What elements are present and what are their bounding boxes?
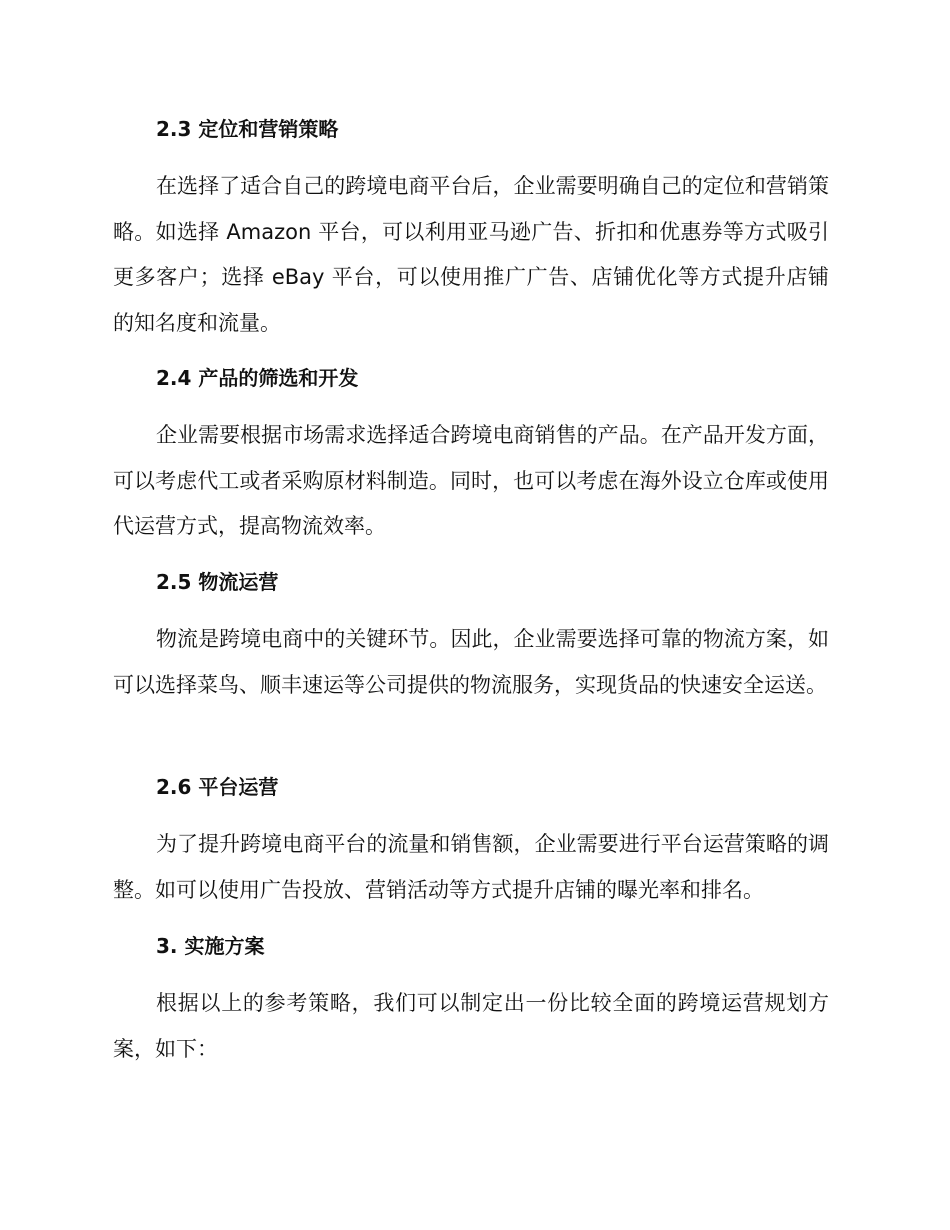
section-heading-2-4: 2.4 产品的筛选和开发 — [156, 366, 359, 390]
section-paragraph-2-5: 物流是跨境电商中的关键环节。因此，企业需要选择可靠的物流方案，如可以选择菜鸟、顺丰速运等公司提供的物流服务，实现货品的快速安全运送。 — [113, 627, 829, 697]
section-paragraph-2-6: 为了提升跨境电商平台的流量和销售额，企业需要进行平台运营策略的调整。如可以使用广告投放、营销活动等方式提升店铺的曝光率和排名。 — [113, 832, 829, 902]
section-heading-2-3: 2.3 定位和营销策略 — [156, 117, 339, 141]
section-paragraph-2-4: 企业需要根据市场需求选择适合跨境电商销售的产品。在产品开发方面，可以考虑代工或者采购原材料制造。同时，也可以考虑在海外设立仓库或使用代运营方式，提高物流效率。 — [113, 423, 829, 538]
section-heading-2-5: 2.5 物流运营 — [156, 570, 279, 594]
section-heading-3: 3. 实施方案 — [156, 934, 265, 958]
section-paragraph-2-3: 在选择了适合自己的跨境电商平台后，企业需要明确自己的定位和营销策略。如选择 Amazon 平台，可以利用亚马逊广告、折扣和优惠券等方式吸引更多客户；选择 eBay 平台，可以使用推广广告、店铺优化等方式提升店铺的知名度和流量。 — [113, 174, 829, 335]
section-heading-2-6: 2.6 平台运营 — [156, 775, 279, 799]
section-paragraph-3: 根据以上的参考策略，我们可以制定出一份比较全面的跨境运营规划方案，如下： — [113, 991, 829, 1061]
